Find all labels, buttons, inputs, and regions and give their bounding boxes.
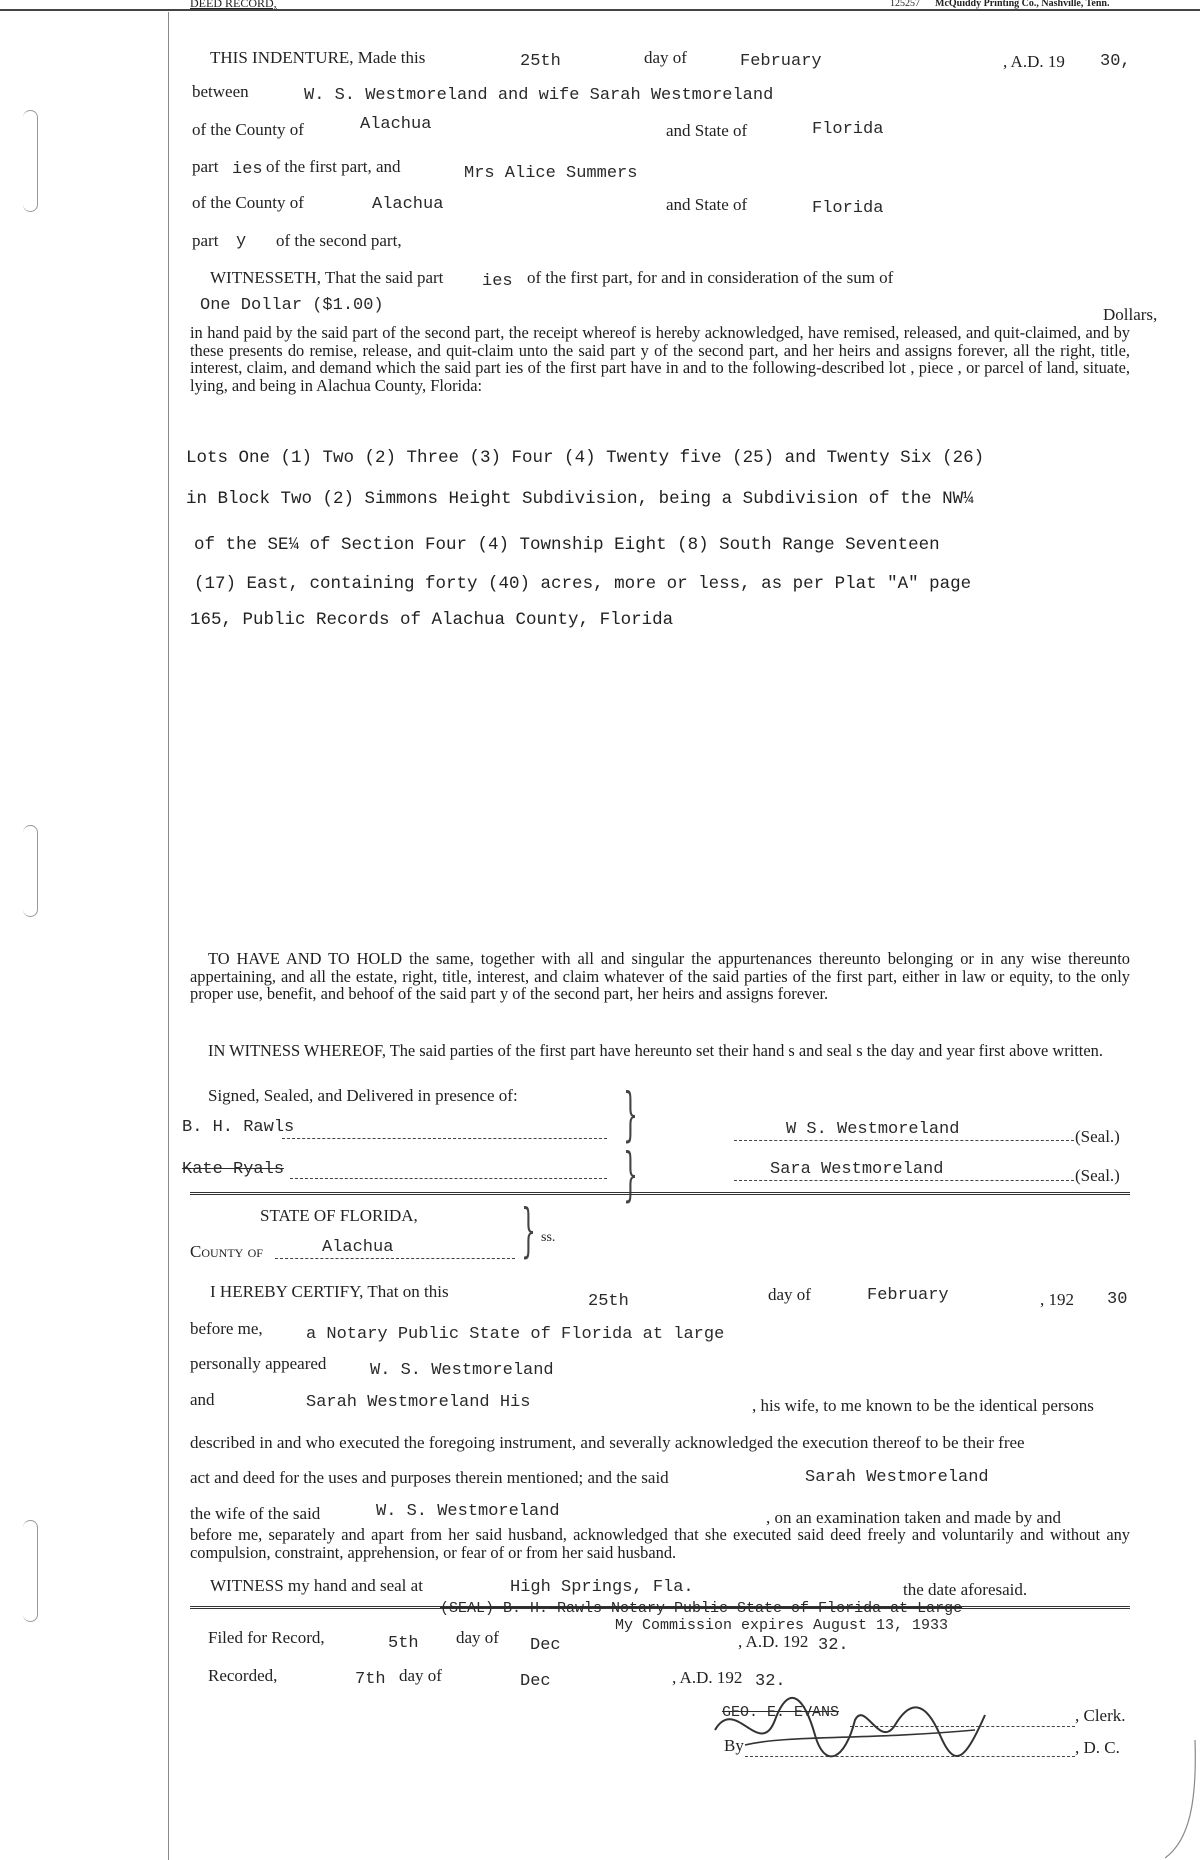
ack-ss: ss. [541, 1230, 556, 1245]
brace-witnesses: } [623, 1080, 638, 1148]
part-suffix-b: y [236, 232, 247, 251]
certify-text: I HEREBY CERTIFY, That on this [210, 1282, 449, 1301]
filed-day: 5th [388, 1634, 419, 1653]
brace-witnesses-2: } [623, 1140, 638, 1208]
description-line-3: of the SE¼ of Section Four (4) Township Eight (8) South Range Seventeen [194, 535, 940, 555]
recorded-month: Dec [520, 1672, 551, 1691]
witness-1: B. H. Rawls [182, 1118, 295, 1137]
recorded-label: Recorded, [208, 1666, 278, 1685]
witnesseth-text-1: WITNESSETH, That the said part [210, 268, 444, 287]
appeared-label: personally appeared [190, 1354, 327, 1373]
indenture-prefix: THIS INDENTURE, Made this [210, 48, 426, 67]
desc-text-2: act and deed for the uses and purposes therein mentioned; and the said [190, 1468, 669, 1487]
certify-year-label: , 192 [1040, 1290, 1074, 1309]
witness-clause: IN WITNESS WHEREOF, The said parties of the first part have hereunto set their hand s and seal s the day and year first above written. [208, 1041, 1103, 1060]
ack-county-line [275, 1258, 515, 1259]
witness-2-line [290, 1178, 607, 1179]
by-label: By [724, 1736, 744, 1755]
header-printer: McQuiddy Printing Co., Nashville, Tenn. [935, 0, 1110, 9]
deputy-clerk-signature [705, 1690, 1005, 1770]
filed-year: 32. [818, 1636, 849, 1655]
exam-text: , on an examination taken and made by and [766, 1508, 1062, 1527]
header-code: 125257 [890, 0, 920, 9]
county-label: of the County of [192, 120, 304, 139]
filed-month: Dec [530, 1636, 561, 1655]
appeared-value: W. S. Westmoreland [370, 1361, 554, 1380]
ack-state: STATE OF FLORIDA, [260, 1206, 418, 1225]
part-label: part [192, 157, 219, 176]
indenture-day: 25th [520, 52, 561, 71]
grantee-county: Alachua [372, 195, 444, 214]
husband-name: W. S. Westmoreland [376, 1502, 560, 1521]
and-value: Sarah Westmoreland His [306, 1393, 531, 1412]
certify-month: February [867, 1286, 949, 1305]
indenture-day-of: day of [644, 48, 687, 67]
consideration-sum: One Dollar ($1.00) [200, 296, 384, 315]
second-part-label: of the second part, [276, 231, 402, 250]
grantor-state: Florida [812, 120, 884, 139]
witness-hand-label: WITNESS my hand and seal at [210, 1576, 423, 1595]
signed-label: Signed, Sealed, and Delivered in presence of: [208, 1086, 518, 1105]
notary-stamp: (SEAL) B. H. Rawls Notary Public State of Florida at Large [440, 1600, 963, 1617]
seal-1: (Seal.) [1075, 1127, 1120, 1146]
recorded-day-of: day of [399, 1666, 442, 1685]
state-label: and State of [666, 121, 748, 140]
said-value: Sarah Westmoreland [805, 1468, 989, 1487]
clerk-label: , Clerk. [1075, 1706, 1126, 1725]
description-line-2: in Block Two (2) Simmons Height Subdivision, being a Subdivision of the NW¼ [186, 489, 974, 509]
before-value: a Notary Public State of Florida at large [306, 1325, 725, 1344]
dollars-label: Dollars, [1103, 305, 1158, 324]
habendum-clause: TO HAVE AND TO HOLD the same, together with all and singular the appurtenances thereunto belonging or in any wise thereunto appertaining, and all the estate, right, title, interest, and claim whatever of the said parties of the first part, either in law or equity, to the only proper use, benefit, and behoof of the said part y of the second part, her heirs and assigns forever. [190, 949, 1130, 1003]
grantor-2-line [734, 1180, 1074, 1181]
desc-text-1: described in and who executed the foregoing instrument, and severally acknowledged the execution thereof to be their free [190, 1433, 1025, 1452]
recorded-day: 7th [355, 1670, 386, 1689]
grantor-1-signature: W S. Westmoreland [786, 1120, 960, 1139]
header-title: DEED RECORD, [190, 0, 277, 10]
grantor-2-signature: Sara Westmoreland [770, 1160, 944, 1179]
page-edge [1165, 1740, 1200, 1860]
witnesseth-text-2: of the first part, for and in consideration of the sum of [527, 268, 894, 287]
description-line-5: 165, Public Records of Alachua County, Florida [190, 610, 674, 630]
indenture-year: 30, [1100, 52, 1131, 71]
witness-1-line [282, 1138, 607, 1139]
description-line-1: Lots One (1) Two (2) Three (3) Four (4) Twenty five (25) and Twenty Six (26) [186, 448, 985, 468]
certify-day-of: day of [768, 1285, 811, 1304]
state-label-2: and State of [666, 195, 748, 214]
part-suffix: ies [232, 160, 263, 179]
wife-of-label: the wife of the said [190, 1504, 321, 1523]
recorded-year: 32. [755, 1672, 786, 1691]
witnesseth-suffix: ies [482, 272, 513, 291]
first-part-label: of the first part, and [266, 157, 401, 176]
witness-2: Kate Ryals [182, 1160, 285, 1179]
seal-2: (Seal.) [1075, 1166, 1120, 1185]
county-label-2: of the County of [192, 193, 304, 212]
part-label-b: part [192, 231, 219, 250]
indenture-ad: , A.D. 19 [1003, 52, 1065, 71]
granting-clause: in hand paid by the said part of the second part, the receipt whereof is hereby acknowledged, have remised, released, and quit-claimed, and by these presents do remise, release, and quit-claim unto the said part y of the second part, and her heirs and assigns forever, all the right, title, interest, claim, and demand which the said part ies of the first part have in and to the following-described lot , piece , or parcel of land, situate, lying, and being in Alachua County, Florida: [190, 323, 1130, 395]
certify-year: 30 [1107, 1290, 1128, 1309]
before-label: before me, [190, 1319, 263, 1338]
dc-label: , D. C. [1075, 1738, 1120, 1757]
filed-label: Filed for Record, [208, 1628, 325, 1647]
margin-rule [168, 12, 169, 1860]
punch-hole-bottom [23, 1520, 38, 1622]
grantor-1-line [734, 1140, 1074, 1141]
grantor-county: Alachua [360, 115, 432, 134]
ack-county-label: County of [190, 1242, 263, 1261]
between-label: between [192, 82, 249, 101]
clerk-name: GEO. E. EVANS [722, 1704, 840, 1721]
grantee: Mrs Alice Summers [464, 164, 638, 183]
ack-county: Alachua [322, 1238, 394, 1257]
indenture-month: February [740, 52, 822, 71]
filed-day-of: day of [456, 1628, 499, 1647]
date-aforesaid: the date aforesaid. [903, 1580, 1028, 1599]
brace-venue: } [521, 1196, 536, 1264]
certify-day: 25th [588, 1292, 629, 1311]
notary-commission: My Commission expires August 13, 1933 [615, 1617, 949, 1634]
witness-place: High Springs, Fla. [510, 1578, 694, 1597]
and-label: and [190, 1390, 215, 1409]
description-line-4: (17) East, containing forty (40) acres, more or less, as per Plat "A" page [194, 574, 972, 594]
recorded-ad: , A.D. 192 [672, 1668, 743, 1687]
filed-ad: , A.D. 192 [738, 1632, 809, 1651]
examination-clause: before me, separately and apart from her said husband, acknowledged that she executed said deed freely and voluntarily and without any compulsion, constraint, apprehension, or fear of or from her said husband. [190, 1525, 1130, 1562]
punch-hole-middle [23, 825, 38, 917]
wife-text: , his wife, to me known to be the identical persons [752, 1396, 1094, 1415]
grantors: W. S. Westmoreland and wife Sarah Westmoreland [304, 86, 774, 105]
section-divider [190, 1192, 1130, 1195]
punch-hole-top [23, 110, 38, 212]
grantee-state: Florida [812, 199, 884, 218]
